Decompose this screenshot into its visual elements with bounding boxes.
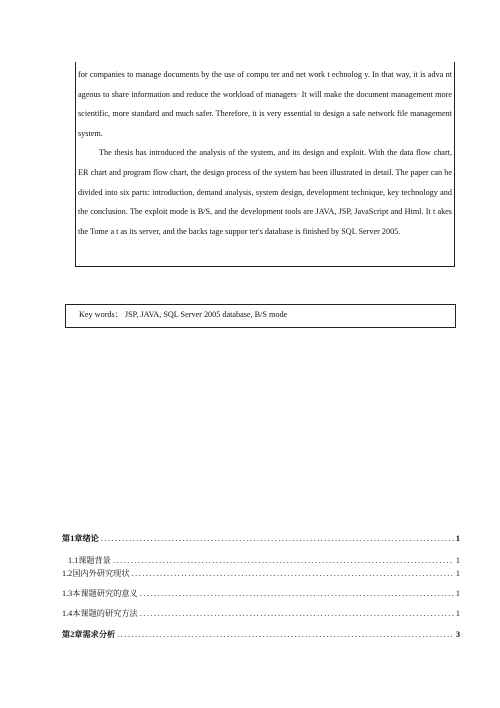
toc-page: 1 (455, 609, 460, 618)
toc-page: 1 (455, 589, 460, 598)
keywords-text: Key words： JSP, JAVA, SQL Server 2005 database, B/S mode (79, 310, 288, 319)
toc-leader (101, 534, 454, 543)
toc-leader (113, 556, 454, 565)
toc-leader (140, 589, 454, 598)
toc-entry-1-4[interactable] (62, 608, 460, 619)
toc-title: 第1章绪论 (62, 534, 99, 543)
toc-entry-1-1[interactable] (68, 555, 460, 566)
toc-leader (132, 569, 454, 578)
toc-entry-chapter-2[interactable] (62, 629, 460, 640)
toc-page: 1 (455, 534, 460, 543)
toc-title: 1.3本课题研究的意义 (62, 589, 138, 598)
toc-title: 1.1课题背景 (68, 556, 111, 565)
toc-page: 1 (455, 569, 460, 578)
toc-title: 1.4本课题的研究方法 (62, 609, 138, 618)
toc-title: 第2章需求分析 (62, 630, 116, 639)
toc-entry-1-3[interactable] (62, 588, 460, 599)
abstract-paragraph-2: The thesis has introduced the analysis of the system, and its design and exploit. With the data flow chart, ER chart and program flow chart, the design process of the system has been illustrated in detail. The paper can be divided into six parts: introduction, demand analysis, system design, development technique, key technology and the conclusion. The exploit mode is B/S, and the development tools are JAVA, JSP, JavaScript and Html. It t akes the Tome a t as its server, and the backs tage suppor ter's database is finished by SQL Server 2005. (78, 148, 452, 236)
toc-leader (140, 609, 454, 618)
toc-entry-1-2[interactable] (62, 568, 460, 579)
toc-leader (117, 630, 454, 639)
toc-page: 3 (455, 630, 460, 639)
abstract-box (75, 62, 455, 267)
toc-page: 1 (455, 556, 460, 565)
abstract-paragraph-1: for companies to manage documents by the use of compu ter and net work t echnolog y. In that way, it is adva nt ageous to share information and reduce the workload of managers· It will make the document management more scientific, more standard and much safer. Therefore, it is very essential to design a safe network file management system. (78, 70, 452, 138)
toc-entry-chapter-1[interactable] (62, 533, 460, 544)
keywords-box (65, 304, 456, 328)
toc-title: 1.2国内外研究现状 (62, 569, 130, 578)
